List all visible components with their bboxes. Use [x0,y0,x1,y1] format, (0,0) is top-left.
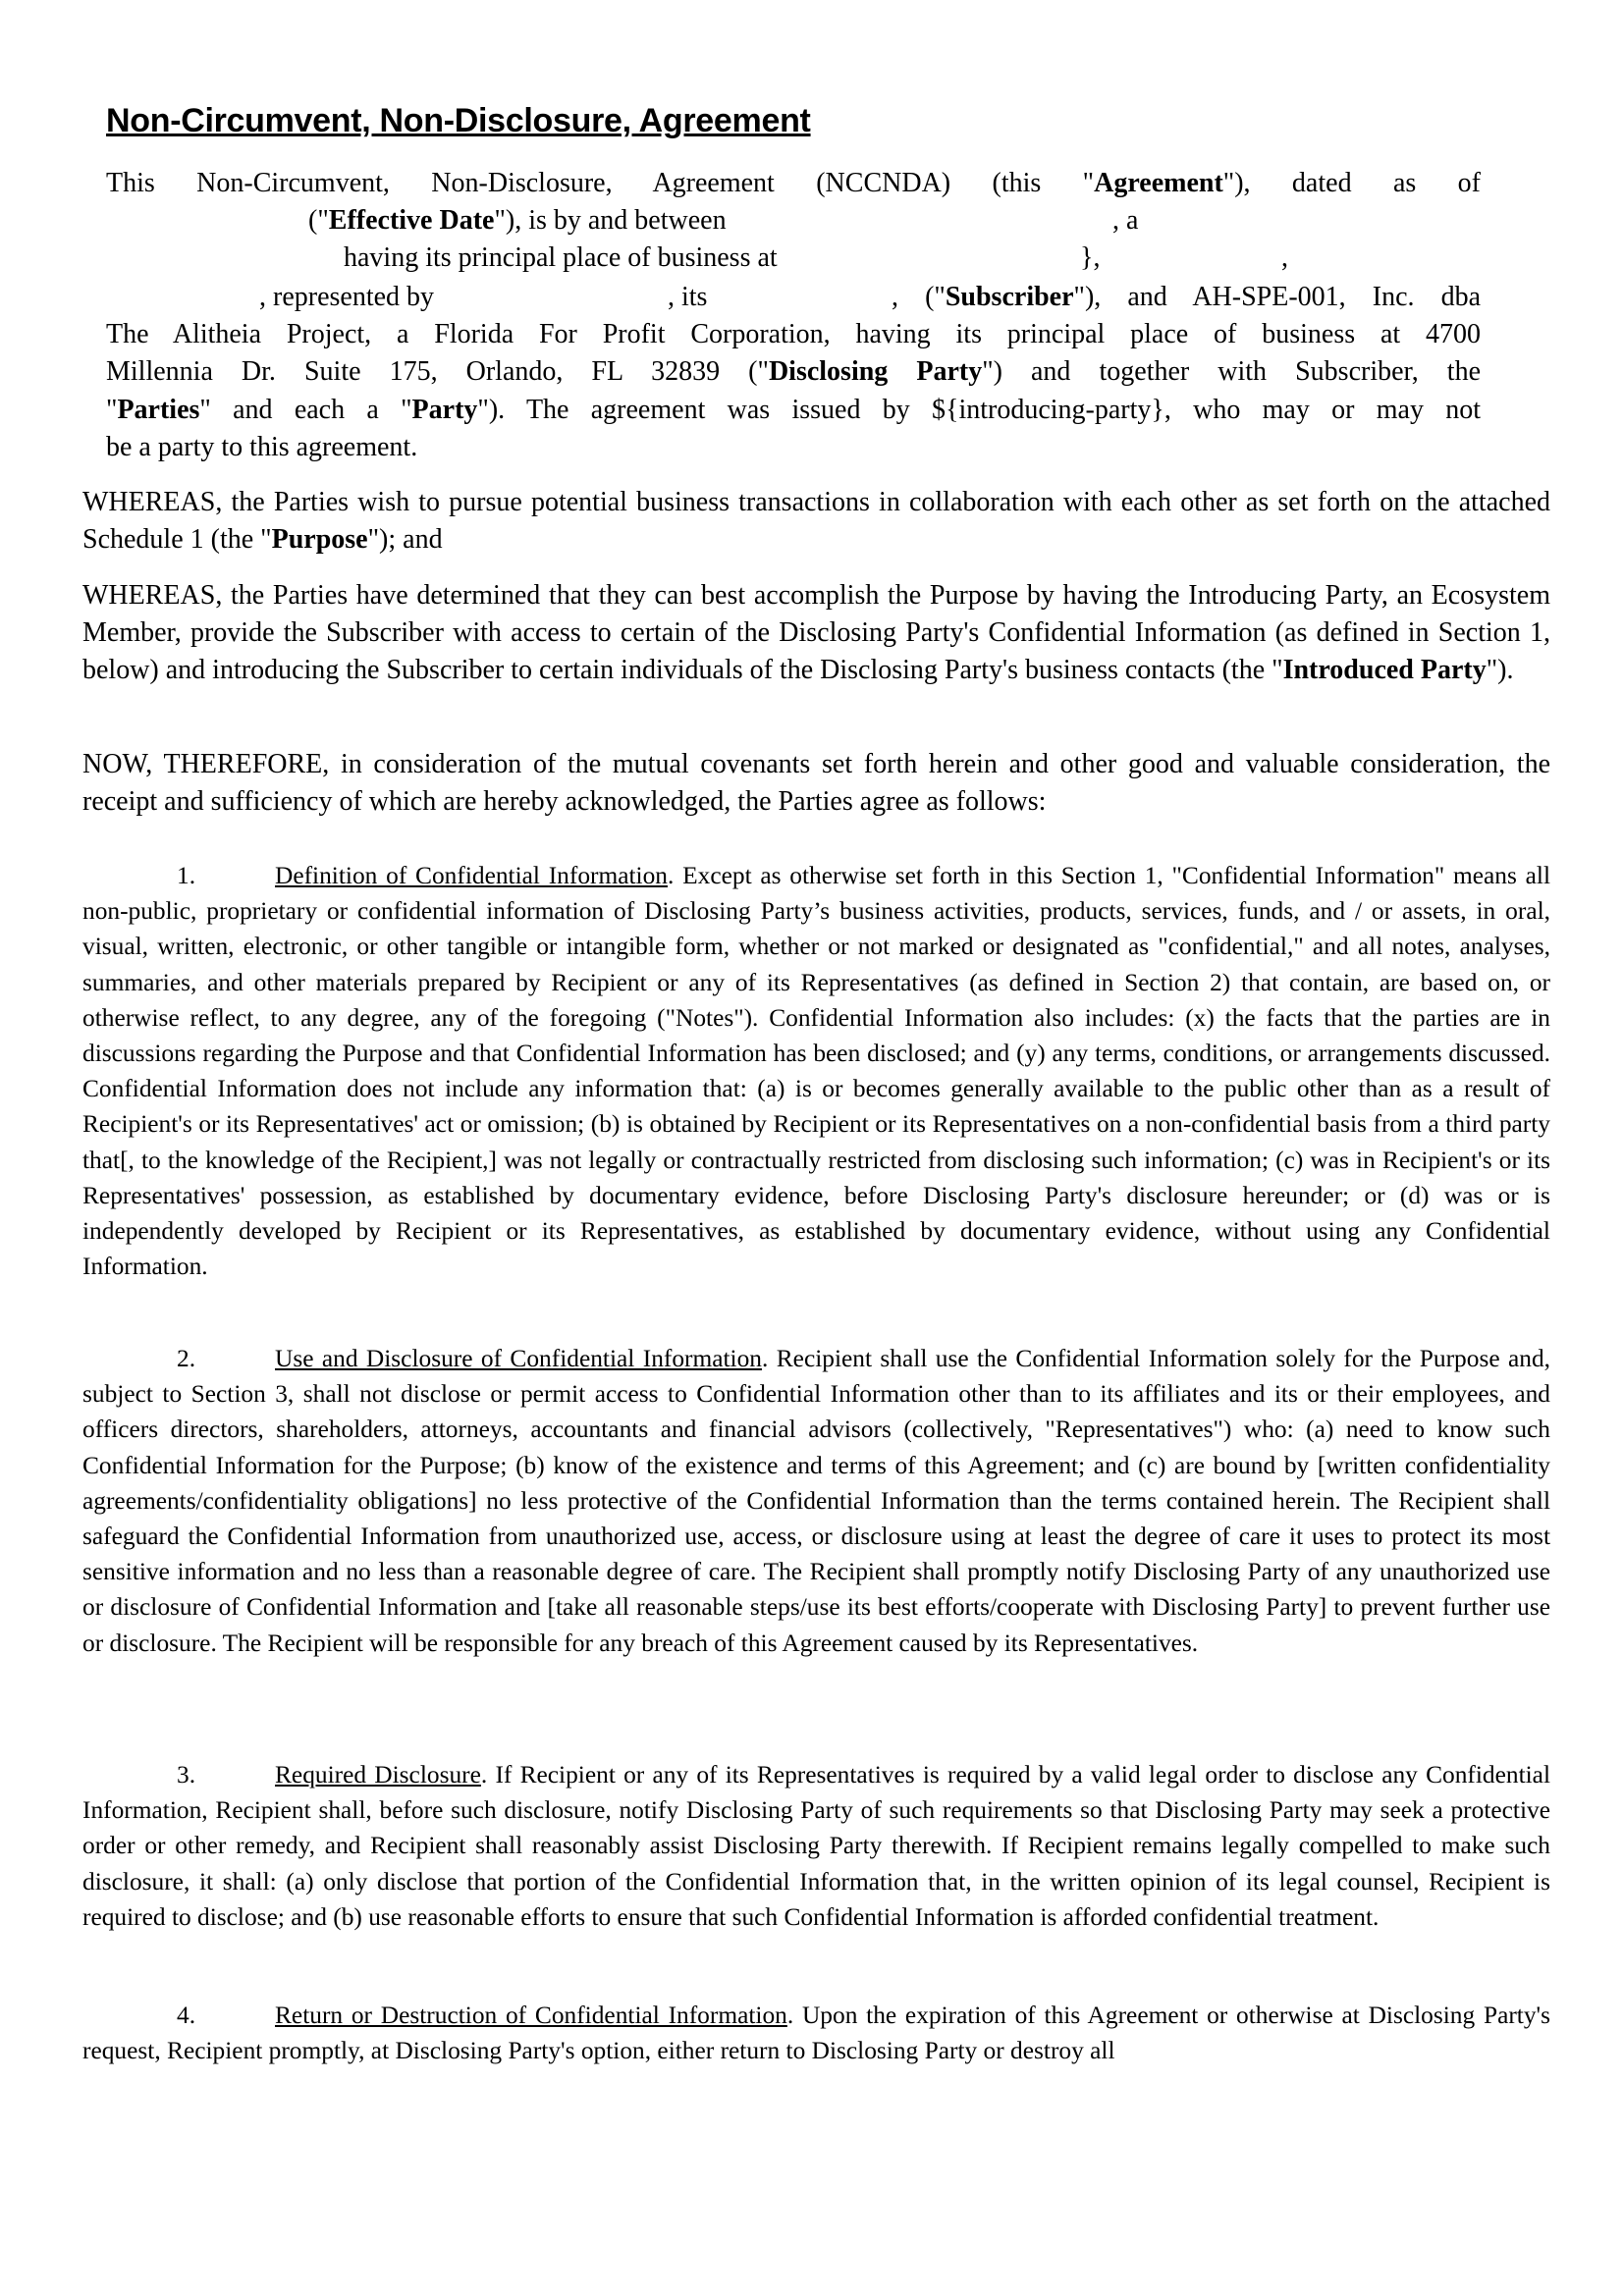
section-2: 2. Use and Disclosure of Confidential Information. Recipient shall use the Confidential Information solely for the Purpose and, subject to Section 3, shall not disclose or permit access to Confidential Information other than to its affiliates and its or their employees, and officers directors, shareholders, attorneys, accountants and financial advisors (collectively, "Representatives") who: (a) need to know such Confidential Information for the Purpose; (b) know of the existence and terms of this Agreement; and (c) are bound by [written confidentiality agreements/confidentiality obligations] no less protective of the Confidential Information than the terms contained herein. The Recipient shall safeguard the Confidential Information from unauthorized use, access, or disclosure using at least the degree of care it uses to protect its most sensitive information and no less than a reasonable degree of care. The Recipient shall promptly notify Disclosing Party of any unauthorized use or disclosure of Confidential Information and [take all reasonable steps/use its best efforts/cooperate with Disclosing Party] to prevent further use or disclosure. The Recipient will be responsible for any breach of this Agreement caused by its Representatives. [82,1341,1550,1661]
intro-line-7: "Parties" and each a "Party"). The agreement was issued by ${introducing-party}, who may or may not [106,395,1482,425]
intro-line-4-b: , its [668,282,708,312]
section-number: 1. [177,862,196,889]
section-1: 1. Definition of Confidential Information. Except as otherwise set forth in this Section 1, "Confidential Information" means all non-public, proprietary or confidential information of Disclosing Party’s business activities, products, services, funds, and / or assets, in oral, visual, written, electronic, or other tangible or intangible form, whether or not marked or designated as "confidential," and all notes, analyses, summaries, and other materials prepared by Recipient or any of its Representatives (as defined in Section 2) that contain, are based on, or otherwise reflect, to any degree, any of the foregoing ("Notes"). Confidential Information also includes: (x) the facts that the parties are in discussions regarding the Purpose and that Confidential Information has been disclosed; and (y) any terms, conditions, or arrangements discussed. Confidential Information does not include any information that: (a) is or becomes generally available to the public other than as a result of Recipient's or its Representatives' act or omission; (b) is obtained by Recipient or its Representatives on a non-confidential basis from a third party that[, to the knowledge of the Recipient,] was not legally or contractually restricted from disclosing such information; (c) was in Recipient's or its Representatives' possession, as established by documentary evidence, before Disclosing Party's disclosure hereunder; or (d) was or is independently developed by Recipient or its Representatives, as established by documentary evidence, without using any Confidential Information. [82,858,1550,1284]
whereas-2: WHEREAS, the Parties have determined that they can best accomplish the Purpose by having the Introducing Party, an Ecosystem Member, provide the Subscriber with access to certain of the Disclosing Party's Confidential Information (as defined in Section 1, below) and introducing the Subscriber to certain individuals of the Disclosing Party's business contacts (the "Introduced Party"). [82,580,1550,685]
intro-line-4-a: , represented by [259,282,435,312]
section-heading: Definition of Confidential Information [275,862,669,889]
intro-line-2-end: , a [1112,205,1139,236]
intro-line-8: be a party to this agreement. [106,432,418,462]
section-number: 3. [177,1761,196,1789]
section-heading: Required Disclosure [275,1761,481,1789]
now-therefore: NOW, THEREFORE, in consideration of the mutual covenants set forth herein and other good and valuable consideration, the receipt and sufficiency of which are hereby acknowledged, the Parties agree as follows: [82,749,1550,817]
intro-line-2: ("Effective Date"), is by and between [308,205,727,236]
section-4: 4. Return or Destruction of Confidential Information. Upon the expiration of this Agreement or otherwise at Disclosing Party's request, Recipient promptly, at Disclosing Party's option, either return to Disclosing Party or destroy all [82,1998,1550,2068]
intro-line-4-c: , ("Subscriber"), and AH-SPE-001, Inc. dba [892,282,1481,312]
document-title: Non-Circumvent, Non-Disclosure, Agreement [106,102,811,139]
section-heading: Use and Disclosure of Confidential Information [275,1345,763,1372]
section-number: 2. [177,1345,196,1372]
intro-line-3-mid: }, [1080,242,1101,273]
intro-line-3: having its principal place of business at [344,242,778,273]
whereas-1: WHEREAS, the Parties wish to pursue potential business transactions in collaboration with each other as set forth on the attached Schedule 1 (the "Purpose"); and [82,487,1550,555]
intro-line-1: This Non-Circumvent, Non-Disclosure, Agreement (NCCNDA) (this "Agreement"), dated as of [106,168,1482,198]
intro-line-3-end: , [1281,242,1288,273]
section-3: 3. Required Disclosure. If Recipient or any of its Representatives is required by a valid legal order to disclose any Confidential Information, Recipient shall, before such disclosure, notify Disclosing Party of such requirements so that Disclosing Party may seek a protective order or other remedy, and Recipient shall reasonably assist Disclosing Party therewith. If Recipient remains legally compelled to make such disclosure, it shall: (a) only disclose that portion of the Confidential Information that, in the written opinion of its legal counsel, Recipient is required to disclose; and (b) use reasonable efforts to ensure that such Confidential Information is afforded confidential treatment. [82,1757,1550,1935]
section-number: 4. [177,2002,196,2029]
intro-line-6: Millennia Dr. Suite 175, Orlando, FL 32839 ("Disclosing Party") and together with Subscriber, the [106,356,1481,387]
section-heading: Return or Destruction of Confidential Information [275,2002,787,2029]
intro-line-5: The Alitheia Project, a Florida For Profit Corporation, having its principal place of business at 4700 [106,319,1481,349]
